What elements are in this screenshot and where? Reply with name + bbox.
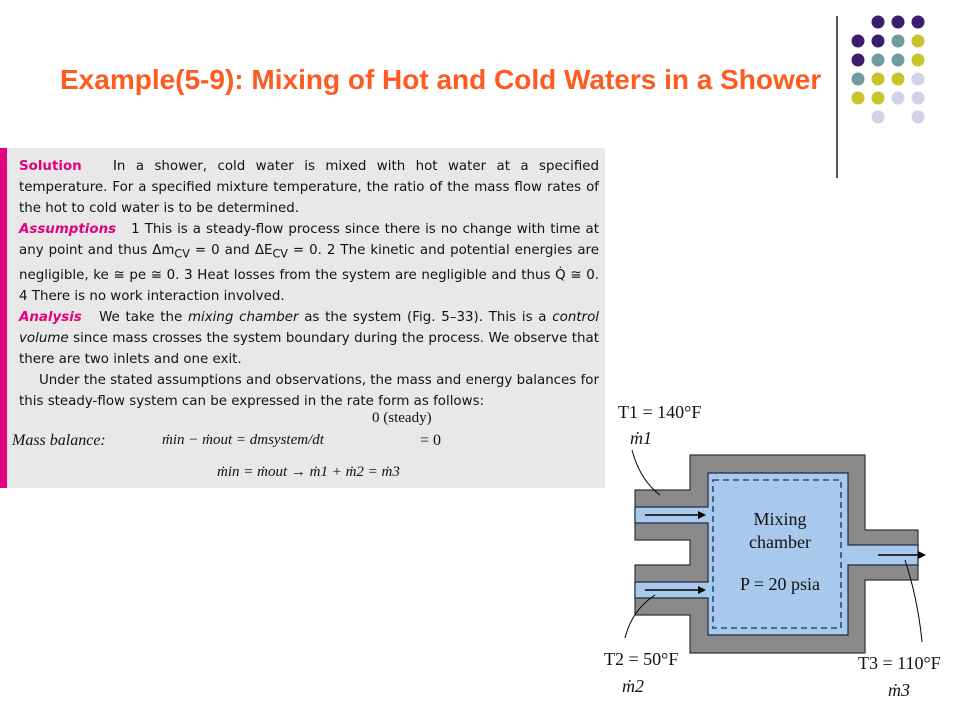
inlet2-temperature: T2 = 50°F — [604, 649, 679, 669]
mass-balance — [12, 410, 592, 482]
solution-body: In a shower, cold water is mixed with hot water at a specified temperature. For a specified mixture temperature, the ratio of the mass flow rates of the hot to cold water is to be determined. — [19, 159, 599, 216]
exit-mass-flow: ṁ3 — [888, 680, 910, 700]
decorative-dot — [892, 35, 905, 48]
decorative-dot — [892, 73, 905, 86]
decorative-dot — [852, 35, 865, 48]
inlet1-leader — [632, 450, 660, 495]
decorative-dot — [892, 54, 905, 67]
decorative-dot — [912, 54, 925, 67]
balance-intro: Under the stated assumptions and observations, the mass and energy balances for this steady-flow system can be expressed in the rate form as follows: — [19, 372, 599, 409]
solution-text — [19, 156, 599, 412]
decorative-dot — [892, 92, 905, 105]
chamber-pressure: P = 20 psia — [740, 574, 820, 594]
mixing-chamber-figure — [600, 380, 950, 720]
decorative-dot — [912, 92, 925, 105]
decorative-dot — [872, 92, 885, 105]
decorative-dot — [872, 35, 885, 48]
solution-heading: Solution — [19, 159, 82, 174]
mass-balance-result: ṁin = ṁout → ṁ1 + ṁ2 = ṁ3 — [217, 464, 400, 480]
decorative-dot — [852, 54, 865, 67]
analysis-italic-1: mixing chamber — [187, 309, 299, 325]
analysis-body-3: since mass crosses the system boundary during the process. We observe that there are two inlets and one exit. — [19, 330, 599, 367]
assumptions-sub-2: CV — [272, 247, 288, 261]
analysis-body-2: as the system (Fig. 5–33). This is a — [298, 309, 553, 325]
decorative-dot — [872, 111, 885, 124]
decorative-dot — [912, 73, 925, 86]
decorative-dot — [912, 35, 925, 48]
analysis-body-1: We take the — [99, 309, 188, 325]
decorative-dot — [872, 54, 885, 67]
decorative-dot — [912, 111, 925, 124]
decorative-dot — [852, 92, 865, 105]
analysis-italic-2: control volume — [19, 309, 599, 346]
steady-annotation: 0 (steady) — [372, 410, 432, 426]
exit-arrowhead — [918, 551, 926, 559]
decorative-dot — [892, 16, 905, 29]
decorative-dot — [872, 16, 885, 29]
decorative-dot — [912, 16, 925, 29]
assumptions-body-3: = 0. 2 The kinetic and potential energies are negligible, ke ≅ pe ≅ 0. 3 Heat losses from the system are negligible and thus Q̇ ≅ 0. 4 There is no work interaction involved. — [19, 243, 600, 304]
chamber-label-line1: Mixing — [753, 509, 807, 529]
assumptions-sub-1: CV — [174, 247, 190, 261]
equals-zero: = 0 — [420, 432, 442, 449]
inlet1-mass-flow: ṁ1 — [630, 428, 652, 448]
mass-balance-equation: ṁin − ṁout = dmsystem/dt — [162, 432, 324, 448]
inlet2-mass-flow: ṁ2 — [622, 676, 644, 696]
chamber-label-line2: chamber — [749, 532, 811, 552]
slide-title: Example(5-9): Mixing of Hot and Cold Waters in a Shower — [60, 64, 822, 95]
assumptions-heading: Assumptions — [19, 222, 117, 237]
decorative-dot — [852, 73, 865, 86]
mass-balance-label: Mass balance: — [12, 432, 106, 449]
analysis-heading: Analysis — [19, 309, 82, 325]
assumptions-body: 1 This is a steady-flow process since there is no change with time at any point and thus Δm — [19, 222, 599, 258]
inlet1-temperature: T1 = 140°F — [618, 402, 702, 422]
exit-temperature: T3 = 110°F — [858, 653, 941, 673]
assumptions-body-2: = 0 and ΔE — [189, 243, 273, 258]
decorative-dot — [872, 73, 885, 86]
